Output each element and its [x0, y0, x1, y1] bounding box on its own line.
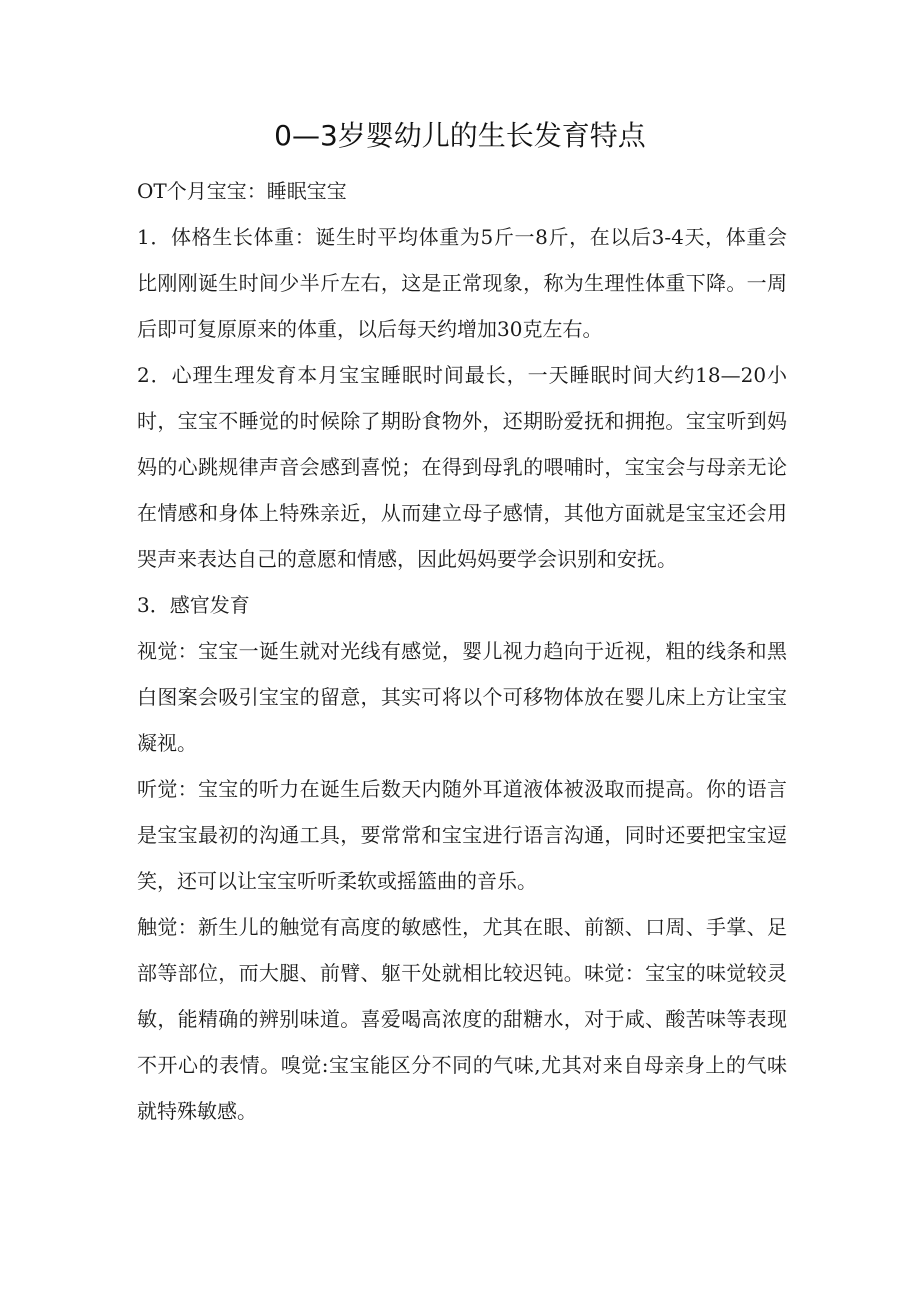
paragraph-psych-development: 2．心理生理发育本月宝宝睡眠时间最长，一天睡眠时间大约18—20小时，宝宝不睡觉的时候除了期盼食物外，还期盼爱抚和拥抱。宝宝听到妈妈的心跳规律声音会感到喜悦；在得到母乳的喂哺时，宝宝会与母亲无论在情感和身体上特殊亲近，从而建立母子感情，其他方面就是宝宝还会用哭声来表达自己的意愿和情感，因此妈妈要学会识别和安抚。 — [137, 363, 787, 571]
paragraph-vision: 视觉：宝宝一诞生就对光线有感觉，婴儿视力趋向于近视，粗的线条和黑白图案会吸引宝宝的留意，其实可将以个可移物体放在婴儿床上方让宝宝凝视。 — [137, 639, 787, 755]
document-body — [137, 168, 787, 1134]
paragraph-physical-growth: 1．体格生长体重：诞生时平均体重为5斤一8斤，在以后3-4天，体重会比刚刚诞生时间少半斤左右，这是正常现象，称为生理性体重下降。一周后即可复原原来的体重，以后每天约增加30克左右。 — [137, 225, 787, 341]
document-title: 0—3岁婴幼儿的生长发育特点 — [274, 119, 646, 152]
paragraph-senses-heading: 3．感官发育 — [137, 593, 250, 617]
paragraph-subtitle: OT个月宝宝：睡眠宝宝 — [137, 179, 347, 203]
paragraph-touch-taste-smell: 触觉：新生儿的触觉有高度的敏感性，尤其在眼、前额、口周、手掌、足部等部位，而大腿、前臂、躯干处就相比较迟钝。味觉：宝宝的味觉较灵敏，能精确的辨别味道。喜爱喝高浓度的甜糖水，对于咸、酸苦味等表现不开心的表情。嗅觉:宝宝能区分不同的气味,尤其对来自母亲身上的气味就特殊敏感。 — [137, 915, 787, 1123]
paragraph-hearing: 听觉：宝宝的听力在诞生后数天内随外耳道液体被汲取而提高。你的语言是宝宝最初的沟通工具，要常常和宝宝进行语言沟通，同时还要把宝宝逗笑，还可以让宝宝听听柔软或摇篮曲的音乐。 — [137, 777, 787, 893]
